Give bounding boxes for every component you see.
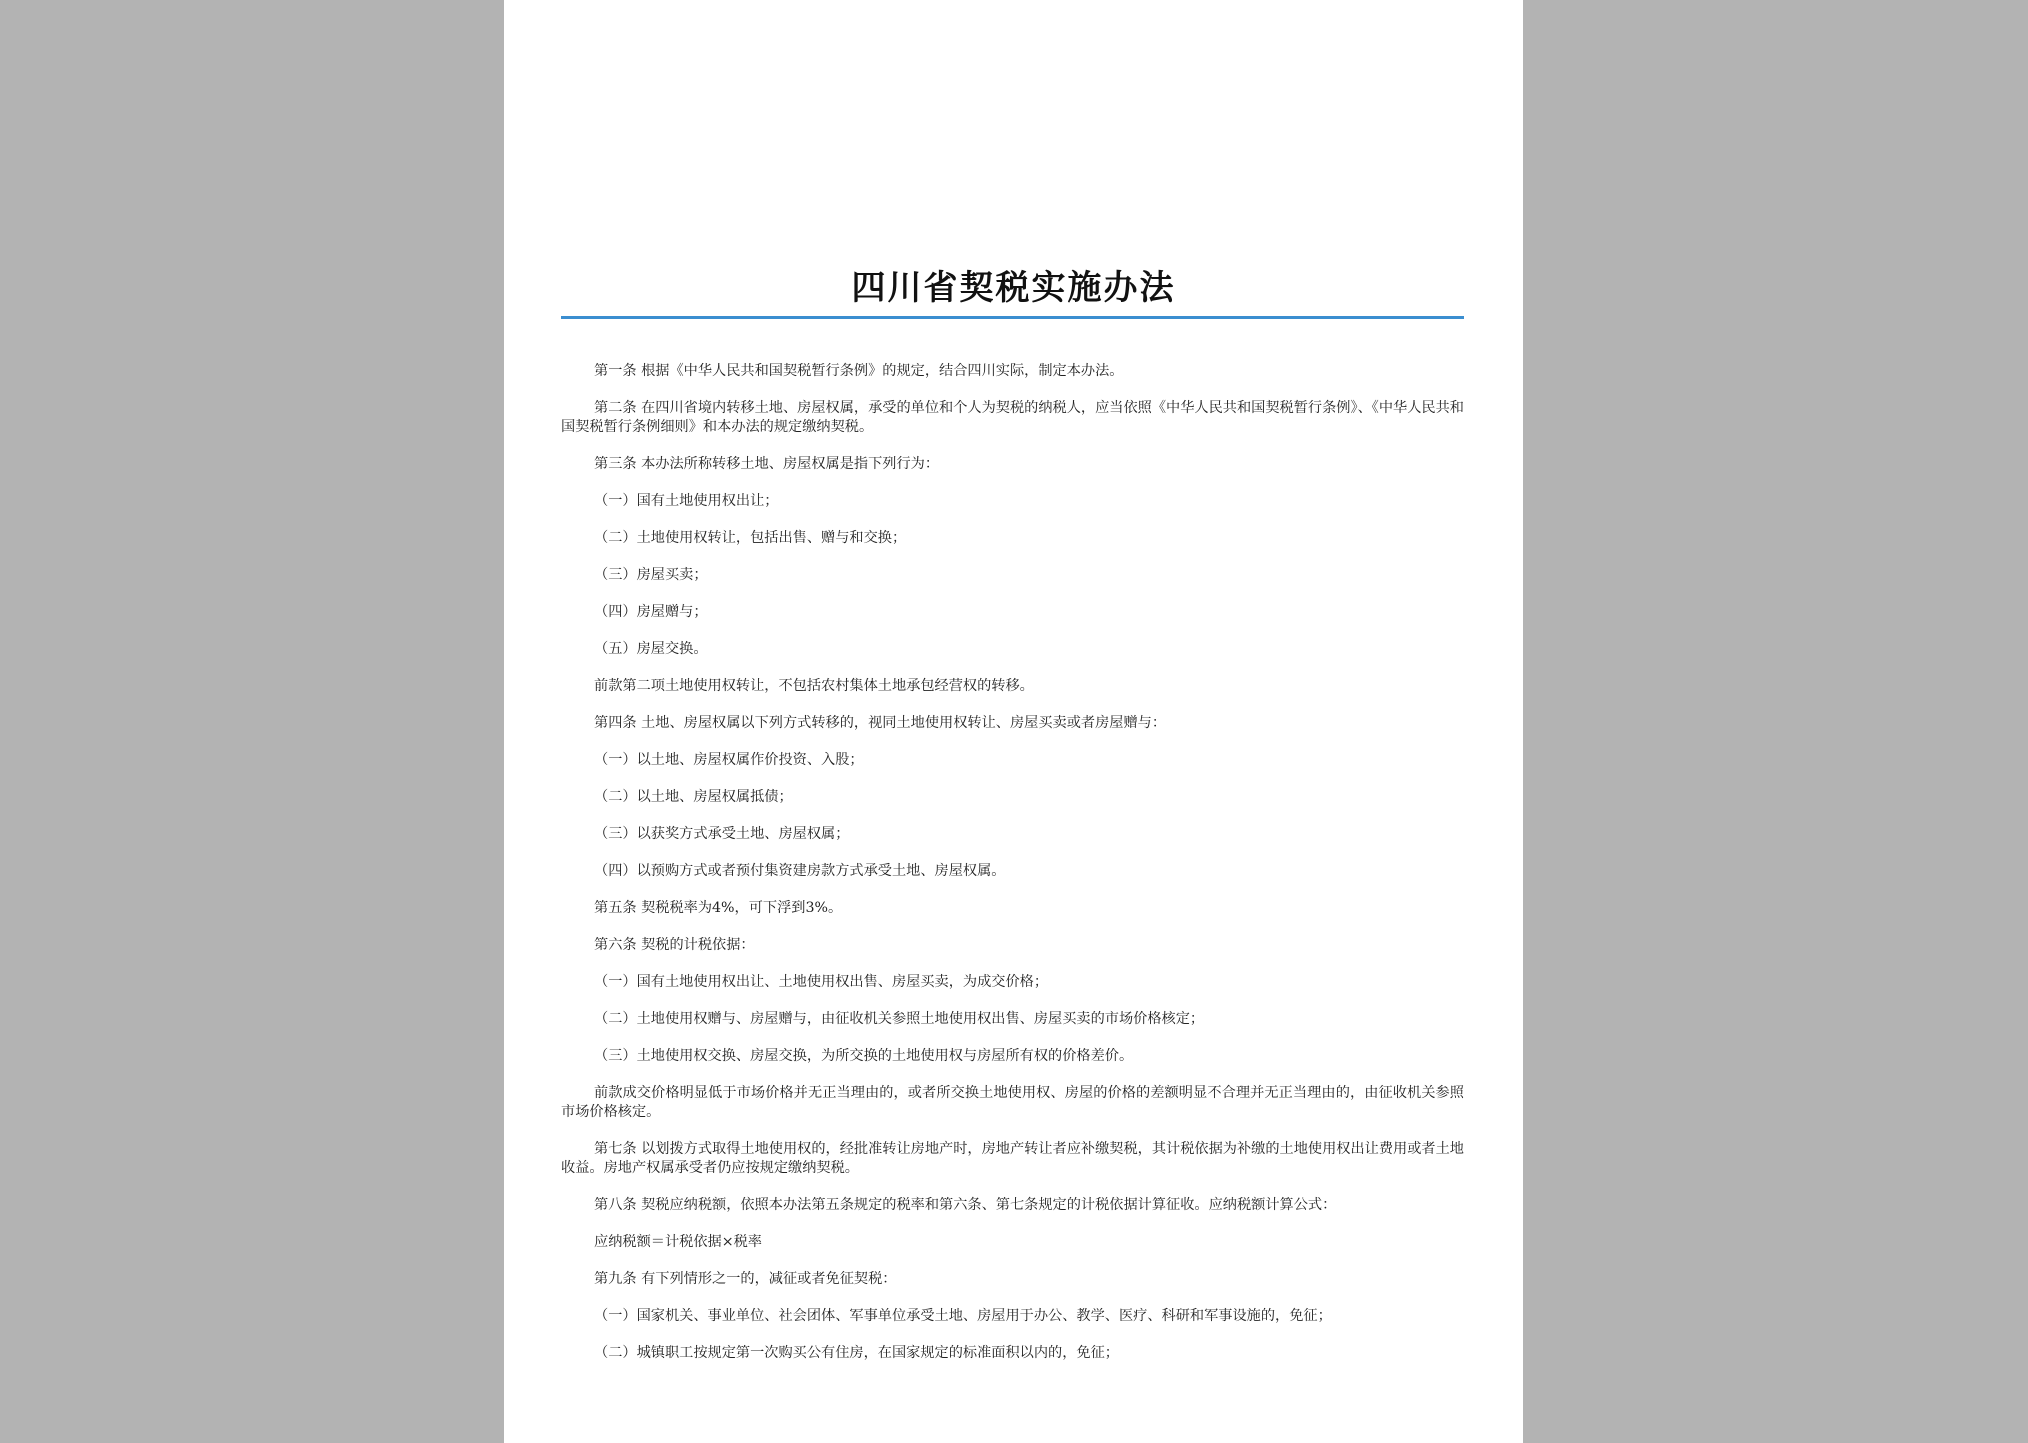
article-6-item-2: （二）土地使用权赠与、房屋赠与，由征收机关参照土地使用权出售、房屋买卖的市场价格核定； [594, 1011, 1205, 1027]
article-8: 第八条 契税应纳税额，依照本办法第五条规定的税率和第六条、第七条规定的计税依据计算征收。应纳税额计算公式： [594, 1197, 1337, 1213]
article-4-item-3: （三）以获奖方式承受土地、房屋权属； [594, 826, 850, 842]
article-9-item-2: （二）城镇职工按规定第一次购买公有住房，在国家规定的标准面积以内的，免征； [594, 1345, 1119, 1361]
article-1: 第一条 根据《中华人民共和国契税暂行条例》的规定，结合四川实际，制定本办法。 [594, 363, 1124, 379]
article-6: 第六条 契税的计税依据： [594, 937, 755, 953]
document-body [561, 362, 1464, 1381]
article-7: 第七条 以划拨方式取得土地使用权的，经批准转让房地产时，房地产转让者应补缴契税，其计税依据为补缴的土地使用权出让费用或者土地收益。房地产权属承受者仍应按规定缴纳契税。 [561, 1141, 1464, 1176]
article-4-item-1: （一）以土地、房屋权属作价投资、入股； [594, 752, 864, 768]
article-3-item-4: （四）房屋赠与； [594, 604, 708, 620]
title-divider [561, 316, 1464, 319]
article-9: 第九条 有下列情形之一的，减征或者免征契税： [594, 1271, 897, 1287]
article-5: 第五条 契税税率为4%，可下浮到3%。 [594, 900, 843, 916]
article-2: 第二条 在四川省境内转移土地、房屋权属，承受的单位和个人为契税的纳税人，应当依照《中华人民共和国契税暂行条例》、《中华人民共和国契税暂行条例细则》和本办法的规定缴纳契税。 [561, 400, 1464, 435]
document-page [504, 0, 1523, 1443]
article-9-item-1: （一）国家机关、事业单位、社会团体、军事单位承受土地、房屋用于办公、教学、医疗、科研和军事设施的，免征； [594, 1308, 1332, 1324]
article-4: 第四条 土地、房屋权属以下列方式转移的，视同土地使用权转让、房屋买卖或者房屋赠与： [594, 715, 1167, 731]
article-4-item-2: （二）以土地、房屋权属抵债； [594, 789, 793, 805]
document-title: 四川省契税实施办法 [851, 268, 1176, 308]
article-4-item-4: （四）以预购方式或者预付集资建房款方式承受土地、房屋权属。 [594, 863, 1006, 879]
article-6-item-3: （三）土地使用权交换、房屋交换，为所交换的土地使用权与房屋所有权的价格差价。 [594, 1048, 1134, 1064]
article-3-item-5: （五）房屋交换。 [594, 641, 708, 657]
article-3-item-1: （一）国有土地使用权出让； [594, 493, 779, 509]
article-3: 第三条 本办法所称转移土地、房屋权属是指下列行为： [594, 456, 940, 472]
article-3-note: 前款第二项土地使用权转让，不包括农村集体土地承包经营权的转移。 [594, 678, 1034, 694]
article-6-item-1: （一）国有土地使用权出让、土地使用权出售、房屋买卖，为成交价格； [594, 974, 1049, 990]
tax-formula: 应纳税额＝计税依据×税率 [594, 1234, 762, 1250]
article-3-item-3: （三）房屋买卖； [594, 567, 708, 583]
article-3-item-2: （二）土地使用权转让，包括出售、赠与和交换； [594, 530, 907, 546]
article-6-note: 前款成交价格明显低于市场价格并无正当理由的，或者所交换土地使用权、房屋的价格的差额明显不合理并无正当理由的，由征收机关参照市场价格核定。 [561, 1085, 1464, 1120]
